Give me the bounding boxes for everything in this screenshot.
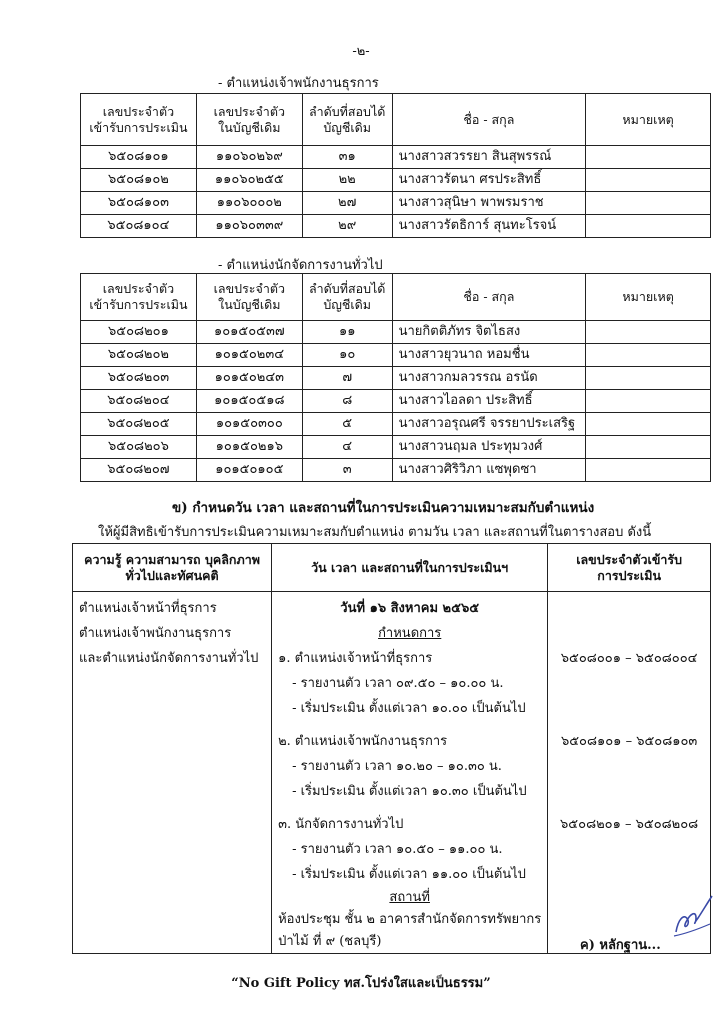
header-old-id: เลขประจำตัว ในบัญชีเดิม xyxy=(196,94,302,146)
page-number: -๒- xyxy=(352,44,370,59)
id-range: ๖๕๐๘๑๐๑ – ๖๕๐๘๑๐๓ xyxy=(560,734,698,749)
item-title: ๒. ตำแหน่งเจ้าพนักงานธุรการ xyxy=(278,734,448,749)
header-id-range: เลขประจำตัวเข้ารับ การประเมิน xyxy=(548,544,711,592)
item-title: ๑. ตำแหน่งเจ้าหน้าที่ธุรการ xyxy=(278,651,433,666)
place-line: ห้องประชุม ชั้น ๒ อาคารสำนักจัดการทรัพยากร xyxy=(278,912,542,927)
schedule-label: กำหนดการ xyxy=(378,626,442,641)
table-row: ๖๕๐๘๒๐๔ ๑๐๑๕๐๕๑๘ ๘ นางสาวไอลดา ประสิทธิ์ xyxy=(81,390,711,413)
header-rank: ลำดับที่สอบได้ บัญชีเดิม xyxy=(302,94,392,146)
place-label: สถานที่ xyxy=(389,890,430,905)
next-page-hint: ค) หลักฐาน... xyxy=(580,938,661,953)
table-row: ๖๕๐๘๒๐๗ ๑๐๑๕๐๑๐๕ ๓ นางสาวศิริวิภา แซพุดซา xyxy=(81,459,711,482)
position-line: ตำแหน่งเจ้าพนักงานธุรการ xyxy=(79,626,232,641)
place-line: ป่าไม้ ที่ ๙ (ชลบุรี) xyxy=(278,934,382,949)
header-exam-id: เลขประจำตัว เข้ารับการประเมิน xyxy=(81,94,197,146)
item-title: ๓. นักจัดการงานทั่วไป xyxy=(278,817,404,832)
position-line: ตำแหน่งเจ้าหน้าที่ธุรการ xyxy=(79,601,217,616)
schedule-cell xyxy=(272,592,548,954)
clerk-table xyxy=(80,93,711,238)
part-b-intro: ให้ผู้มีสิทธิเข้ารับการประเมินความเหมาะสมกับตำแหน่ง ตามวัน เวลา และสถานที่ในตารางสอบ ดังนี้ xyxy=(98,525,652,540)
item-report-time: - รายงานตัว เวลา ๐๙.๕๐ – ๑๐.๐๐ น. xyxy=(292,676,504,691)
item-report-time: - รายงานตัว เวลา ๑๐.๕๐ – ๑๑.๐๐ น. xyxy=(292,842,503,857)
id-range: ๖๕๐๘๐๐๑ – ๖๕๐๘๐๐๔ xyxy=(560,651,698,666)
table-row: ๖๕๐๘๑๐๓ ๑๑๐๖๐๐๐๒ ๒๗ นางสาวสุนิษา พาพรมราช xyxy=(81,192,711,215)
section-title-general: - ตำแหน่งนักจัดการงานทั่วไป xyxy=(218,258,383,273)
table-row: ๖๕๐๘๑๐๒ ๑๑๐๖๐๒๕๕ ๒๒ นางสาวรัตนา ศรประสิทธิ์ xyxy=(81,169,711,192)
table-row: ๖๕๐๘๒๐๕ ๑๐๑๕๐๓๐๐ ๕ นางสาวอรุณศรี จรรยาประเสริฐ xyxy=(81,413,711,436)
table-row: ๖๕๐๘๒๐๖ ๑๐๑๕๐๒๑๖ ๔ นางสาวนฤมล ประทุมวงศ์ xyxy=(81,436,711,459)
header-remark: หมายเหตุ xyxy=(586,274,711,321)
id-range: ๖๕๐๘๒๐๑ – ๖๕๐๘๒๐๘ xyxy=(560,817,699,832)
schedule-table xyxy=(72,543,711,954)
item-start-time: - เริ่มประเมิน ตั้งแต่เวลา ๑๐.๐๐ เป็นต้นไป xyxy=(292,701,526,716)
signature-icon xyxy=(670,890,716,940)
exam-date: วันที่ ๑๖ สิงหาคม ๒๕๖๕ xyxy=(340,601,480,616)
item-report-time: - รายงานตัว เวลา ๑๐.๒๐ – ๑๐.๓๐ น. xyxy=(292,759,502,774)
part-b-heading: ข) กำหนดวัน เวลา และสถานที่ในการประเมินความเหมาะสมกับตำแหน่ง xyxy=(172,500,595,516)
footer-slogan: “No Gift Policy ทส.โปร่งใสและเป็นธรรม” xyxy=(231,976,491,991)
header-rank: ลำดับที่สอบได้ บัญชีเดิม xyxy=(302,274,392,321)
header-exam-id: เลขประจำตัว เข้ารับการประเมิน xyxy=(81,274,197,321)
table-row: ๖๕๐๘๒๐๒ ๑๐๑๕๐๒๓๔ ๑๐ นางสาวยุวนาถ หอมชื่น xyxy=(81,344,711,367)
header-competency: ความรู้ ความสามารถ บุคลิกภาพ ทั่วไปและทัศนคติ xyxy=(73,544,272,592)
table-row: ๖๕๐๘๒๐๑ ๑๐๑๕๐๕๓๗ ๑๑ นายกิตติภัทร จิตไธสง xyxy=(81,321,711,344)
general-table xyxy=(80,273,711,482)
header-remark: หมายเหตุ xyxy=(586,94,711,146)
position-line: และตำแหน่งนักจัดการงานทั่วไป xyxy=(79,651,259,666)
header-name: ชื่อ - สกุล xyxy=(392,94,586,146)
header-datetime-place: วัน เวลา และสถานที่ในการประเมินฯ xyxy=(272,544,548,592)
item-start-time: - เริ่มประเมิน ตั้งแต่เวลา ๑๑.๐๐ เป็นต้นไป xyxy=(292,867,526,882)
header-old-id: เลขประจำตัว ในบัญชีเดิม xyxy=(196,274,302,321)
table-row: ๖๕๐๘๑๐๔ ๑๑๐๖๐๓๓๙ ๒๙ นางสาวรัตธิการ์ สุนทะโรจน์ xyxy=(81,215,711,238)
table-row: ๖๕๐๘๒๐๓ ๑๐๑๕๐๒๔๓ ๗ นางสาวกมลวรรณ อรนัด xyxy=(81,367,711,390)
item-start-time: - เริ่มประเมิน ตั้งแต่เวลา ๑๐.๓๐ เป็นต้นไป xyxy=(292,784,527,799)
section-title-clerk: - ตำแหน่งเจ้าพนักงานธุรการ xyxy=(218,76,379,91)
positions-cell xyxy=(73,592,272,954)
table-row: ๖๕๐๘๑๐๑ ๑๑๐๖๐๒๖๙ ๓๑ นางสาวสวรรยา สินสุพรรณ์ xyxy=(81,146,711,169)
header-name: ชื่อ - สกุล xyxy=(392,274,586,321)
